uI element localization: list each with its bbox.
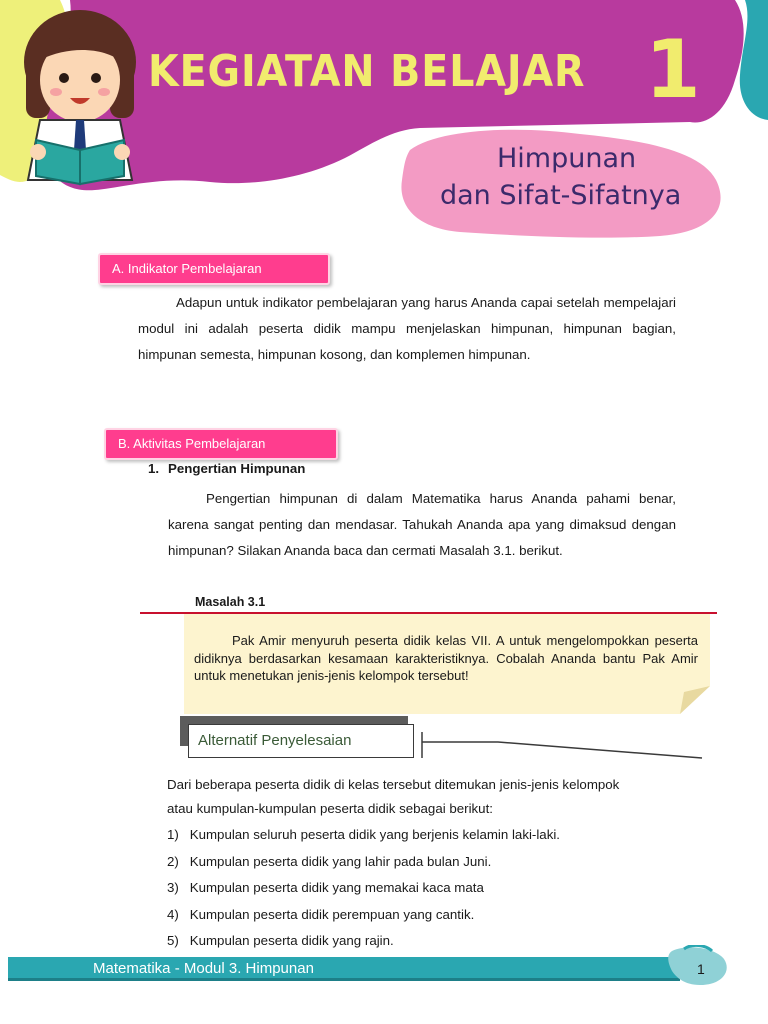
alternatif-connector [414, 728, 710, 762]
list-item: 4) Kumpulan peserta didik perempuan yang cantik. [167, 906, 475, 922]
indikator-paragraph: Adapun untuk indikator pembelajaran yang harus Ananda capai setelah mempelajari modul ini adalah peserta didik mampu menjelaskan himpunan, himpunan bagian, himpunan semesta, himpunan kosong, dan komplemen himpunan. [138, 295, 676, 362]
section-heading-indikator: A. Indikator Pembelajaran [98, 253, 330, 285]
alternatif-intro-line-2: atau kumpulan-kumpulan peserta didik sebagai berikut: [167, 801, 493, 816]
lesson-title: KEGIATAN BELAJAR [148, 46, 586, 97]
footer-module-title: Matematika - Modul 3. Himpunan [93, 960, 314, 977]
subtitle-line-2: dan Sifat-Sifatnya [440, 180, 682, 211]
page-number: 1 [697, 961, 705, 977]
section-heading-aktivitas: B. Aktivitas Pembelajaran [104, 428, 338, 460]
list-item: 5) Kumpulan peserta didik yang rajin. [167, 933, 394, 949]
masalah-label: Masalah 3.1 [195, 595, 266, 609]
kelompok-list [167, 826, 560, 959]
list-item: 3) Kumpulan peserta didik yang memakai kaca mata [167, 880, 484, 896]
banner-teal-shape [740, 0, 768, 120]
alternatif-label: Alternatif Penyelesaian [188, 724, 414, 758]
girl-reading-book-illustration [24, 10, 136, 184]
list-item: 2) Kumpulan peserta didik yang lahir pada bulan Juni. [167, 853, 492, 869]
list-item: 1) Kumpulan seluruh peserta didik yang berjenis kelamin laki-laki. [167, 827, 560, 842]
masalah-text: Pak Amir menyuruh peserta didik kelas VII. A untuk mengelompokkan peserta didiknya berdasarkan kesamaan karakteristiknya. Cobalah Ananda bantu Pak Amir untuk menetukan jenis-jenis kelompok tersebut! [194, 633, 698, 683]
pengertian-paragraph: Pengertian himpunan di dalam Matematika harus Ananda pahami benar, karena sangat penting dan mendasar. Tahukah Ananda apa yang dimaksud dengan himpunan? Silakan Ananda baca dan cermati Masalah 3.1. berikut. [168, 491, 676, 558]
subtitle-line-1: Himpunan [497, 143, 637, 174]
alternatif-intro-line-1: Dari beberapa peserta didik di kelas tersebut ditemukan jenis-jenis kelompok [167, 777, 620, 792]
subheading-pengertian: 1. Pengertian Himpunan [148, 461, 306, 476]
lesson-number: 1 [645, 23, 701, 116]
